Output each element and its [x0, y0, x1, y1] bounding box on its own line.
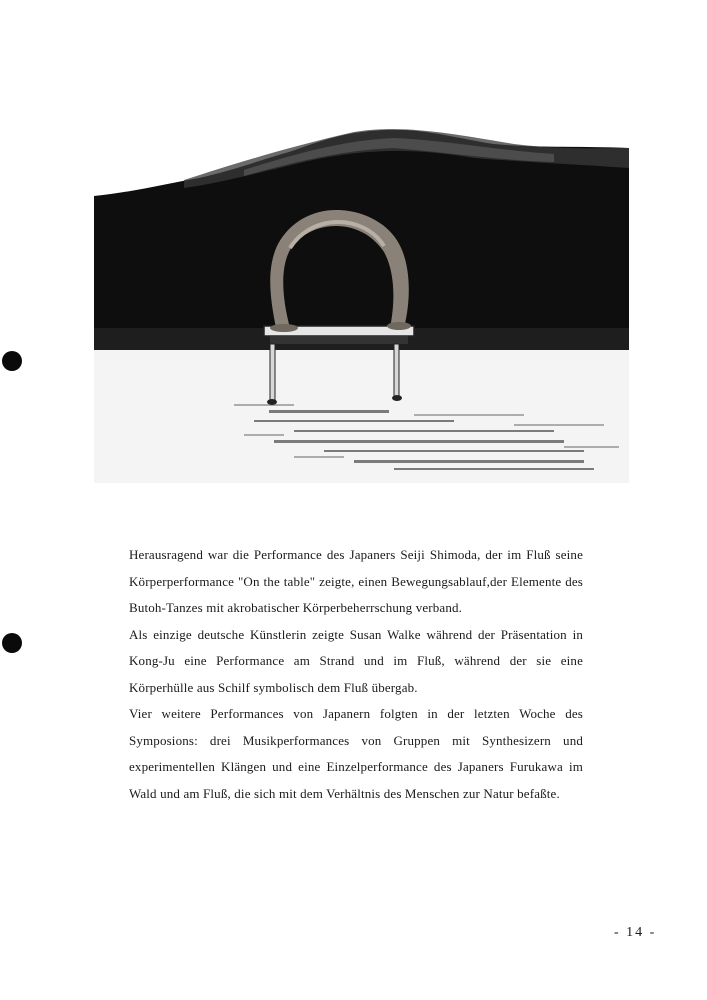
punch-hole-top	[2, 351, 22, 371]
paragraph-1: Herausragend war die Performance des Japaners Seiji Shimoda, der im Fluß seine Körperperformance "On the table" zeigte, einen Bewegungsablauf,der Elemente des Butoh-Tanzes mit akrobatischer Körperbeherrschung verband.	[129, 547, 583, 615]
body-text	[129, 542, 583, 807]
paragraph-3: Vier weitere Performances von Japanern folgten in der letzten Woche des Symposions: drei Musikperformances von Gruppen mit Synthesizern und experimentellen Klängen und eine Einzelperformance des Japaners Furukawa im Wald und am Fluß, die sich mit dem Verhältnis des Menschen zur Natur befaßte.	[129, 706, 583, 801]
paragraph-2: Als einzige deutsche Künstlerin zeigte Susan Walke während der Präsentation in Kong-Ju eine Performance am Strand und im Fluß, während der sie eine Körperhülle aus Schilf symbolisch dem Fluß übergab.	[129, 626, 583, 695]
performance-photo	[94, 118, 629, 483]
punch-hole-bottom	[2, 633, 22, 653]
page-number: - 14 -	[614, 925, 657, 940]
